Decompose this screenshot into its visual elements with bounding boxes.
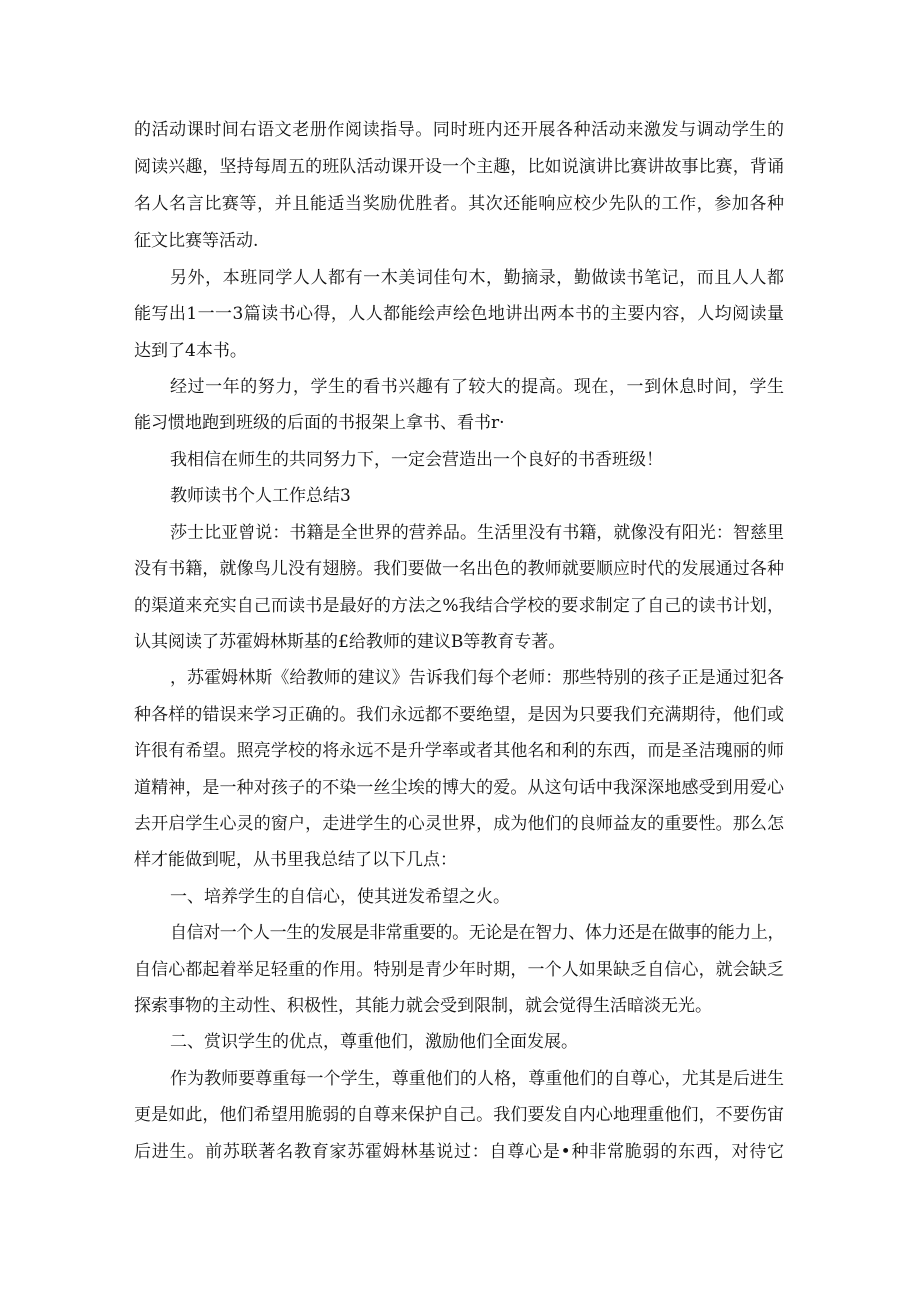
- body-text-line: 后进生。前苏联著名教育家苏霍姆林基说过：自尊心是•种非常脆弱的东西，对待它: [134, 1142, 784, 1162]
- point-heading: 一、培养学生的自信心，使其迸发希望之火。: [170, 887, 510, 907]
- paragraph-first-line: 经过一年的努力，学生的看书兴趣有了较大的提高。现在，一到休息时间，学生: [170, 377, 784, 397]
- body-text-line: 探索事物的主动性、积极性，其能力就会受到限制，就会觉得生活暗淡无光。: [134, 996, 712, 1016]
- body-text-line: 样才能做到呢，从书里我总结了以下几点：: [134, 850, 457, 870]
- section-heading: 教师读书个人工作总结3: [170, 486, 351, 506]
- body-text-line: 名人名言比赛等，并且能适当奖励优胜者。其次还能响应校少先队的工作，参加各种: [134, 194, 784, 214]
- body-text-line: 许很有希望。照亮学校的将永远不是升学率或者其他名和利的东西，而是圣洁瑰丽的师: [134, 741, 784, 761]
- body-text-line: 去开启学生心灵的窗户，走进学生的心灵世界，成为他们的良师益友的重要性。那么怎: [134, 814, 784, 834]
- body-text-line: 能写出1一一3篇读书心得，人人都能绘声绘色地讲出两本书的主要内容，人均阅读量: [134, 304, 784, 324]
- body-text-line: 更是如此，他们希望用脆弱的自尊来保护自己。我们要发自内心地理重他们，不要伤宙: [134, 1105, 784, 1125]
- paragraph-first-line: 我相信在师生的共同努力下，一定会营造出一个良好的书香班级！: [170, 450, 663, 470]
- body-text-line: 自信心都起着举足轻重的作用。特别是青少年时期，一个人如果缺乏自信心，就会缺乏: [134, 960, 784, 980]
- paragraph-first-line: 作为教师要尊重每一个学生，尊重他们的人格，尊重他们的自尊心，尤其是后进生: [170, 1069, 784, 1089]
- body-text-line: 能习惯地跑到班级的后面的书报架上拿书、看书r·: [134, 413, 505, 433]
- body-text-line: 的活动课时间右语文老册作阅读指导。同时班内还开展各种活动来激发与调动学生的: [134, 120, 784, 140]
- body-text-line: 达到了4本书。: [134, 341, 247, 361]
- paragraph-first-line: 另外，本班同学人人都有一木美词佳句木，勤摘录，勤做读书笔记，而且人人都: [170, 268, 784, 288]
- body-text-line: 道精神，是一种对孩子的不染一丝尘埃的博大的爱。从这句话中我深深地感受到用爱心: [134, 778, 784, 798]
- body-text-line: 认其阅读了苏霍姆林斯基的£给教师的建议B等教育专著。: [134, 632, 566, 652]
- paragraph-first-line: ，苏霍姆林斯《给教师的建议》告诉我们每个老师：那些特别的孩子正是通过犯各: [170, 668, 784, 688]
- body-text-line: 种各样的错误来学习正确的。我们永远都不要绝望，是因为只要我们充满期待，他们或: [134, 705, 784, 725]
- point-heading: 二、赏识学生的优点，尊重他们，激励他们全面发展。: [170, 1032, 578, 1052]
- body-text-line: 没有书籍，就像鸟儿没有翅膀。我们要做一名出色的教师就要顺应时代的发展通过各种: [134, 559, 784, 579]
- body-text-line: 征文比赛等活动.: [134, 231, 259, 251]
- paragraph-first-line: 莎士比亚曾说：书籍是全世界的营养品。生活里没有书籍，就像没有阳光：智慈里: [170, 523, 784, 543]
- body-text-line: 阅读兴趣，坚持每周五的班队活动课开设一个主趣，比如说演讲比赛讲故事比赛，背诵: [134, 157, 784, 177]
- paragraph-first-line: 自信对一个人一生的发展是非常重要的。无论是在智力、体力还是在做事的能力上，: [170, 923, 784, 943]
- body-text-line: 的渠道来充实自己而读书是最好的方法之%我结合学校的要求制定了自己的读书计划，: [134, 596, 784, 616]
